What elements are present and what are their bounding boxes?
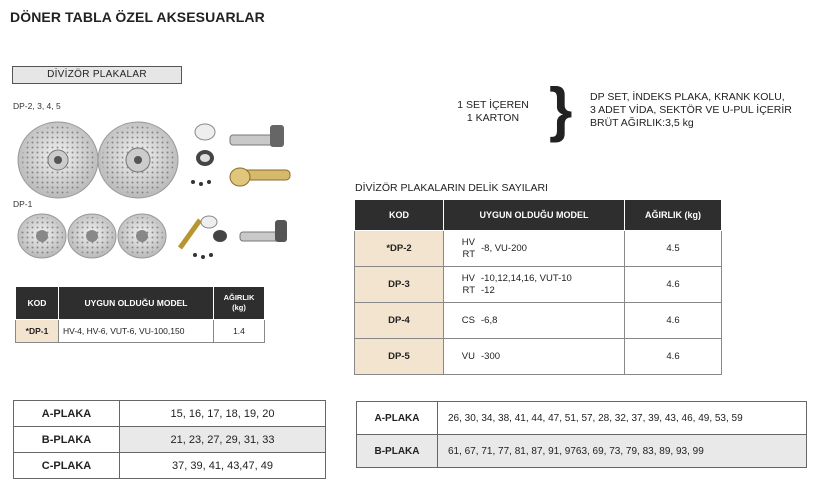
dp-weight: 4.5: [625, 231, 722, 267]
dp-model-prefix: VU: [444, 339, 479, 375]
table-row: [16, 320, 265, 343]
plate-name: C-PLAKA: [14, 453, 120, 479]
dp-model-prefix: [444, 231, 479, 267]
set-info-right-line1: DP SET, İNDEKS PLAKA, KRANK KOLU,: [590, 91, 785, 103]
model-line2: -12: [481, 284, 495, 296]
dp-model: [478, 267, 625, 303]
dp-weight: 4.6: [625, 339, 722, 375]
plate-name: B-PLAKA: [14, 427, 120, 453]
plate-name: A-PLAKA: [14, 401, 120, 427]
table-row: [355, 303, 722, 339]
set-info-right: [590, 91, 792, 130]
plate-holes: 26, 30, 34, 38, 41, 44, 47, 51, 57, 28, 32, 37, 39, 43, 46, 49, 53, 59: [438, 402, 807, 435]
prefix-line1: HV: [461, 272, 475, 284]
set-info-right-line3: BRÜT AĞIRLIK:3,5 kg: [590, 117, 694, 129]
dp-model-prefix: [444, 267, 479, 303]
set-info-left: [452, 99, 534, 125]
dp1-model: HV-4, HV-6, VUT-6, VU-100,150: [59, 320, 214, 343]
prefix-line1: HV: [461, 236, 475, 248]
plate-holes: 61, 67, 71, 77, 81, 87, 91, 9763, 69, 73, 79, 83, 89, 93, 99: [438, 435, 807, 468]
photo-label-bottom: DP-1: [13, 199, 33, 209]
photo-label-top: DP-2, 3, 4, 5: [13, 101, 61, 111]
plate-holes-table-left: [13, 400, 326, 479]
dp-model: -300: [478, 339, 625, 375]
table-row: [355, 267, 722, 303]
section-label: DİVİZÖR PLAKALAR: [12, 66, 182, 84]
dp1-set-image: [15, 210, 305, 265]
dp1-header-code: KOD: [16, 287, 59, 320]
plate-holes: 21, 23, 27, 29, 31, 33: [120, 427, 326, 453]
table-row: [357, 402, 807, 435]
divider-plates-set-image: [15, 110, 305, 205]
dp-table-heading: DİVİZÖR PLAKALARIN DELİK SAYILARI: [355, 182, 548, 194]
table-row: [357, 435, 807, 468]
set-info-right-line2: 3 ADET VİDA, SEKTÖR VE U-PUL İÇERİR: [590, 104, 792, 116]
dp-code: *DP-2: [355, 231, 444, 267]
plate-holes: 15, 16, 17, 18, 19, 20: [120, 401, 326, 427]
prefix-line2: RT: [462, 284, 475, 296]
dp-header-weight: AĞIRLIK (kg): [625, 200, 722, 231]
brace-symbol: }: [549, 76, 573, 143]
dp1-weight: 1.4: [214, 320, 265, 343]
dp-header-code: KOD: [355, 200, 444, 231]
dp1-table: [15, 286, 265, 343]
page-title: DÖNER TABLA ÖZEL AKSESUARLAR: [10, 9, 265, 25]
dp-code: DP-4: [355, 303, 444, 339]
prefix-line2: RT: [462, 248, 475, 260]
dp1-header-model: UYGUN OLDUĞU MODEL: [59, 287, 214, 320]
model-line1: -8, VU-200: [481, 242, 527, 254]
set-info-left-line1: 1 SET İÇEREN: [457, 99, 529, 111]
plate-holes: 37, 39, 41, 43,47, 49: [120, 453, 326, 479]
table-row: [355, 339, 722, 375]
table-row: [14, 401, 326, 427]
dp1-header-weight-line1: AĞIRLIK: [223, 293, 255, 302]
dp-model: [478, 231, 625, 267]
dp-model-prefix: CS: [444, 303, 479, 339]
model-line1: -10,12,14,16, VUT-10: [481, 272, 572, 284]
dp-header-model: UYGUN OLDUĞU MODEL: [444, 200, 625, 231]
dp1-header-weight: [214, 287, 265, 320]
dp1-code: *DP-1: [16, 320, 59, 343]
set-info-left-line2: 1 KARTON: [466, 112, 520, 124]
plate-name: A-PLAKA: [357, 402, 438, 435]
dp1-header-weight-line2: (kg): [232, 303, 246, 312]
dp-code: DP-5: [355, 339, 444, 375]
plate-holes-table-right: [356, 401, 807, 468]
dp-model: -6,8: [478, 303, 625, 339]
table-row: [355, 231, 722, 267]
dp-code: DP-3: [355, 267, 444, 303]
dp-weight: 4.6: [625, 267, 722, 303]
table-row: [14, 427, 326, 453]
dp-table: [354, 199, 722, 375]
table-row: [14, 453, 326, 479]
dp-weight: 4.6: [625, 303, 722, 339]
plate-name: B-PLAKA: [357, 435, 438, 468]
